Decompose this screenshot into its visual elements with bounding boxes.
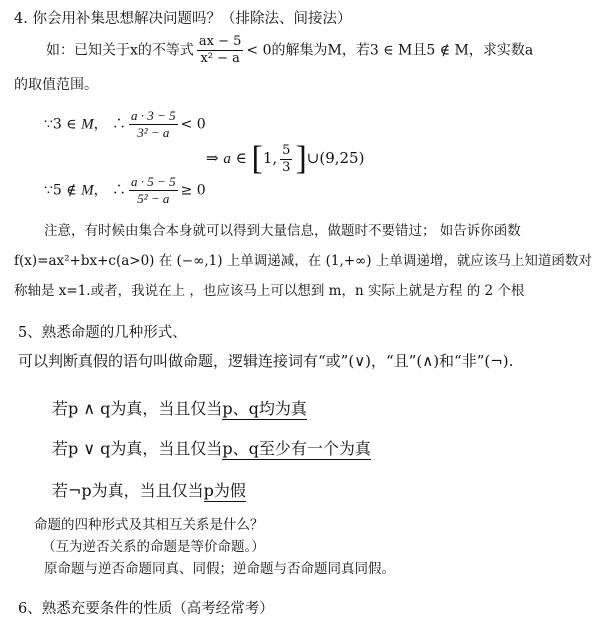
condition-5-not-in-M [44, 174, 206, 207]
and-rule-conclusion: p、q均为真 [222, 399, 307, 418]
cond1-denominator: 3² − a [137, 125, 170, 140]
not-rule [52, 482, 246, 500]
example-line2: 的取值范围。 [14, 77, 98, 93]
result-expression [206, 142, 364, 176]
inequality-fraction [197, 34, 244, 67]
result-arrow: ⇒ [206, 149, 219, 167]
interval-upper-denominator: 3 [282, 159, 291, 175]
note-line-2: f(x)=ax²+bx+c(a>0) 在 (−∞,1) 上单调递减，在 (1,+∞) 上单调递增，就应该马上知道函数对 [14, 253, 592, 269]
cond1-relation: < 0 [180, 116, 206, 133]
cond2-numerator: a · 5 − 5 [131, 174, 176, 189]
four-forms-detail: 原命题与逆否命题同真、同假；逆命题与否命题同真同假。 [44, 561, 395, 577]
example-statement [46, 34, 533, 67]
note-line-3: 称轴是 x=1.或者，我说在上 ，也应该马上可以想到 m，n 实际上就是方程 的 2 个根 [14, 283, 525, 299]
section6-heading: 6、熟悉充要条件的性质（高考经常考） [18, 601, 274, 617]
interval-upper-numerator: 5 [282, 142, 291, 158]
example-mid: < 0的解集为M，若3 ∈ M且5 ∉ M，求实数a [246, 42, 534, 59]
cond1-fraction [129, 108, 178, 141]
cond1-therefore: ， ∴ [93, 116, 127, 133]
or-rule-conclusion: p、q至少有一个为真 [222, 439, 371, 458]
interval-right-bracket: ] [295, 140, 307, 177]
and-rule [52, 400, 307, 418]
inequality-denominator: x² − a [200, 51, 240, 66]
not-rule-condition: 若¬p为真，当且仅当 [52, 481, 204, 500]
proposition-intro: 可以判断真假的语句叫做命题，逻辑连接词有“或”(∨)，“且”(∧)和“非”(¬). [18, 352, 514, 370]
four-forms-question: 命题的四种形式及其相互关系是什么？ [34, 517, 264, 533]
result-variable: a [223, 151, 231, 167]
interval-lower: 1, [262, 149, 278, 167]
example-pre: 如：已知关于x的不等式 [46, 42, 194, 59]
result-union: ∪(9,25) [306, 149, 365, 167]
section4-heading: 4. 你会用补集思想解决问题吗？（排除法、间接法） [14, 11, 352, 27]
and-rule-condition: 若p ∧ q为真，当且仅当 [52, 399, 223, 418]
not-rule-conclusion: p为假 [203, 481, 246, 500]
result-element-of: ∈ [235, 149, 247, 167]
condition-3-in-M [44, 108, 206, 141]
interval-left-bracket: [ [251, 140, 263, 177]
cond2-pre: ∵5 ∉ [44, 182, 77, 199]
note-line-1: 注意，有时候由集合本身就可以得到大量信息，做题时不要错过； 如告诉你函数 [44, 223, 521, 239]
or-rule-condition: 若p ∨ q为真，当且仅当 [52, 439, 223, 458]
cond2-set: M [81, 182, 94, 199]
cond1-pre: ∵3 ∈ [44, 116, 77, 133]
inequality-numerator: ax − 5 [198, 34, 242, 49]
or-rule [52, 440, 371, 458]
interval-upper-fraction [280, 143, 292, 176]
cond2-fraction [129, 174, 178, 207]
cond2-denominator: 5² − a [137, 191, 170, 206]
cond2-therefore: ， ∴ [93, 182, 127, 199]
four-forms-answer: （互为逆否关系的命题是等价命题。） [42, 539, 265, 555]
section5-heading: 5、熟悉命题的几种形式、 [18, 325, 187, 341]
cond1-set: M [81, 116, 94, 133]
cond2-relation: ≥ 0 [180, 182, 206, 199]
cond1-numerator: a · 3 − 5 [131, 108, 176, 123]
